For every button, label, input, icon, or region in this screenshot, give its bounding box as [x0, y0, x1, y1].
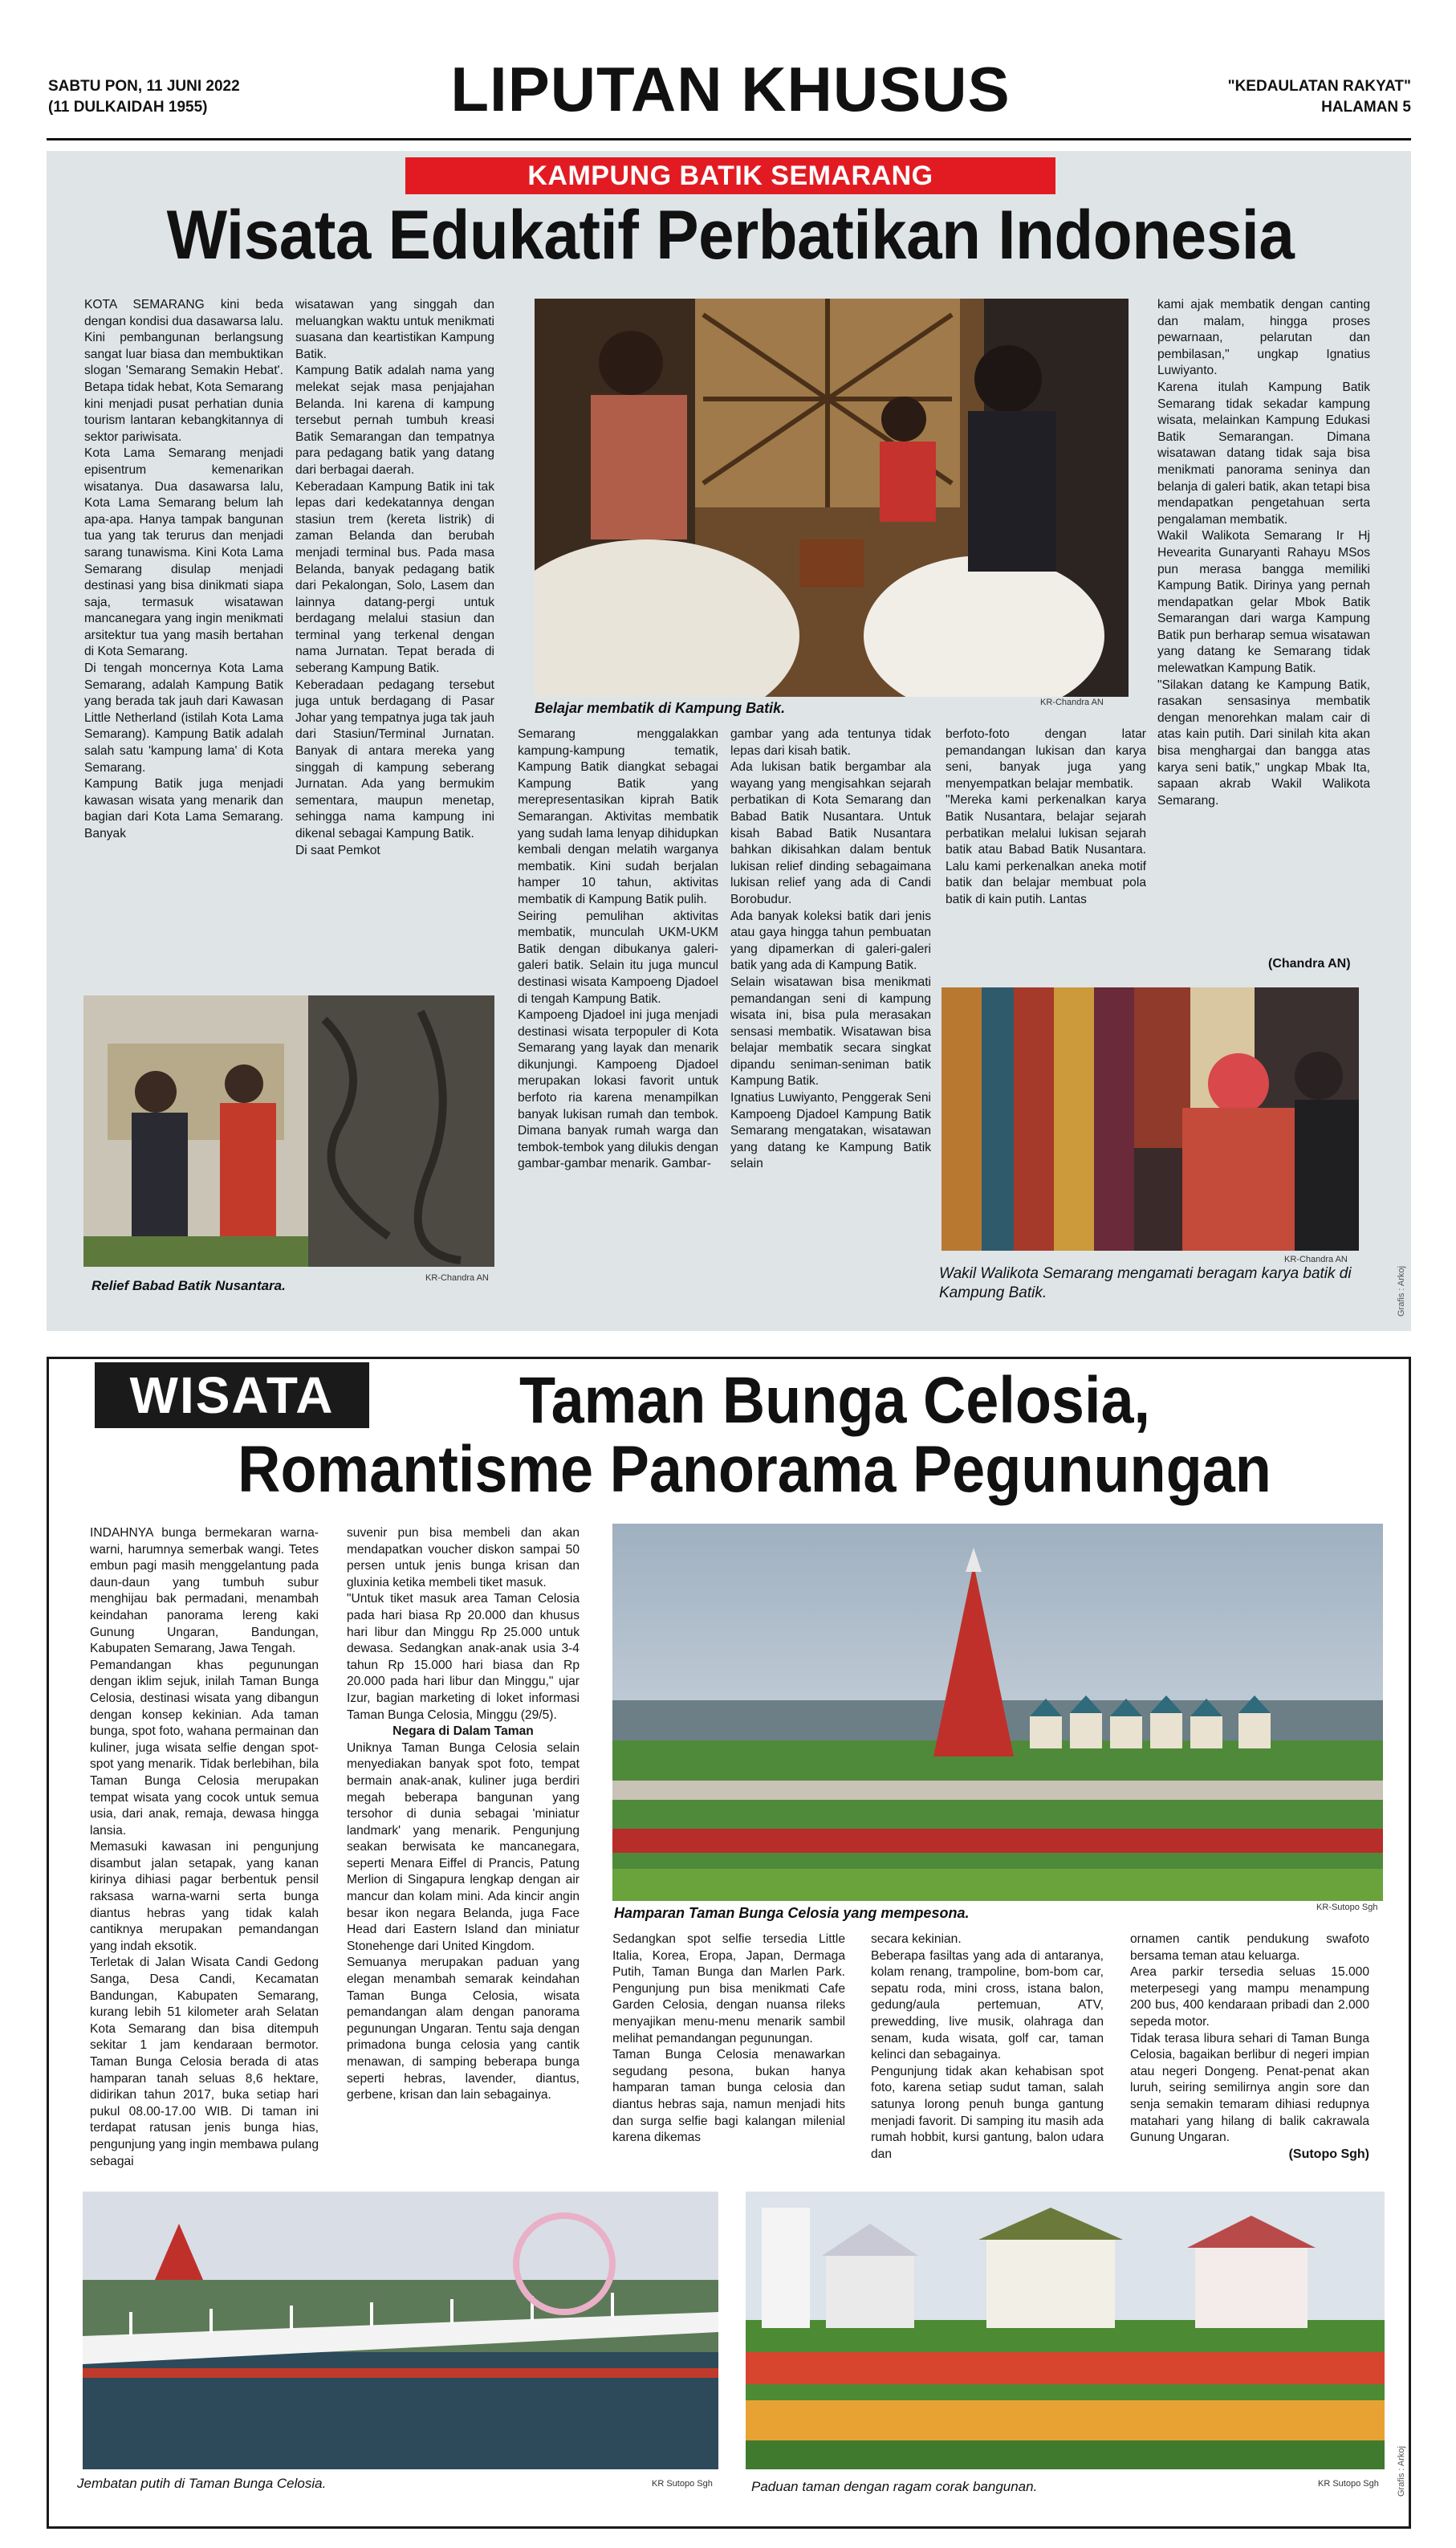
article-column: kami ajak membatik dengan canting dan malam, hingga proses pewarnaan, pelarutan dan pembilasan," ungkap Ignatius Luwiyanto. Karena itulah Kampung Batik Semarang tidak sekadar kampung wisata, melainkan Kampung Edukasi Batik Semarangan. Dimana wisatawan datang tidak saja bisa menikmati panorama seninya dan belanja di galeri batik, akan tetapi bisa mendapatkan pengetahuan serta pengalaman membatik. Wakil Walikota Semarang Ir Hj Hevearita Gunaryanti Rahayu MSos pun merasa bangga memiliki Kampung Batik. Dirinya yang pernah mendapatkan gelar Mbok Batik Semarangan dari warga Kampung Batik pun berharap semua wisatawan yang datang ke Semarang tidak melewatkan Kampung Batik. "Silakan datang ke Kampung Batik, rasakan sensasinya membatik dengan menorehkan malam cair di atas kain putih. Dari sinilah kita akan bisa menghargai dan bangga atas karya seni batik," ungkap Mbak Ita, sapaan akrab Wakil Walikota Semarang. [1157, 298, 1370, 808]
photo-caption: Belajar membatik di Kampung Batik. [535, 700, 786, 716]
masthead-date-line2: (11 DULKAIDAH 1955) [48, 99, 208, 116]
article-kicker: KAMPUNG BATIK SEMARANG [405, 157, 1055, 194]
article-headline: Romantisme Panorama Pegunungan [238, 1433, 1271, 1506]
article-column [1130, 1931, 1369, 2204]
white-bridge-photo [83, 2192, 718, 2469]
photo-credit: KR Sutopo Sgh [1318, 2479, 1379, 2489]
article-byline: (Chandra AN) [1268, 957, 1351, 971]
article-paragraph: Uniknya Taman Bunga Celosia selain menyediakan banyak spot foto, tempat bermain anak-anak, kuliner juga berdiri megah beberapa bangunan yang tersohor di dunia sebagai 'miniatur landmark' yang menarik. Pengunjung seakan berwisata ke mancanegara, seperti Menara Eiffel di Prancis, Patung Merlion di Singapura lengkap dengan air mancur dan kolam mini. Ada kincir angin besar ikon negara Belanda, juga Face Head dari Eastern Island dan miniatur Stonehenge dari United Kingdom. Semuanya merupakan paduan yang elegan menambah semarak keindahan Taman Bunga Celosia, wisata pemandangan alam dengan panorama pegunungan Ungaran. Tentu saja dengan primadona bunga celosia yang cantik menawan, di samping beberapa bunga seperti hebras, lavender, diantus, gerbene, krisan dan lain sebagainya. [347, 1740, 580, 2102]
vice-mayor-photo [942, 987, 1359, 1251]
page-number: HALAMAN 5 [1321, 99, 1411, 116]
relief-photo [83, 995, 494, 1267]
graphic-credit: Grafis : Arkoj [1397, 1266, 1406, 1317]
batik-class-photo [535, 299, 1129, 697]
article-subhead: Negara di Dalam Taman [392, 1724, 534, 1739]
section-tag: WISATA [95, 1362, 369, 1428]
masthead-paper [1092, 76, 1411, 118]
article-headline: Wisata Edukatif Perbatikan Indonesia [166, 197, 1295, 274]
article-column: Semarang menggalakkan kampung-kampung tematik, Kampung Batik diangkat sebagai Kampung Batik yang merepresentasikan kiprah Batik Semarangan. Aktivitas membatik yang sudah lama lenyap dihidupkan kembali dengan melatih warganya membatik. Kini sudah berjalan hamper 10 tahun, aktivitas membatik di Kampung Batik pulih. Seiring pemulihan aktivitas membatik, munculah UKM-UKM Batik dengan dibukanya galeri-galeri batik. Selain itu juga muncul destinasi wisata Kampoeng Djadoel di tengah Kampung Batik. Kampoeng Djadoel ini juga menjadi destinasi wisata terpopuler di Kota Semarang yang layak dan menarik dikunjungi. Kampoeng Djadoel merupakan lokasi favorit untuk berfoto ria karena menampilkan banyak lukisan rumah dan tembok. Dimana banyak rumah warga dan tembok-tembok yang dilukis dengan gambar-gambar menarik. Gambar- [518, 727, 718, 1171]
photo-credit: KR-Chandra AN [425, 1273, 489, 1283]
article-column: berfoto-foto dengan latar pemandangan lukisan dan karya seni, banyak juga yang menyempatkan belajar membatik. "Mereka kami perkenalkan karya Batik Nusantara, belajar sejarah perbatikan melalui lukisan sejarah batik atau Babad Batik Nusantara. Lalu kami perkenalkan aneka motif batik dan belajar membuat pola batik di kain putih. Lantas [946, 727, 1146, 906]
article-paragraph: suvenir pun bisa membeli dan akan mendapatkan voucher diskon sampai 50 persen untuk jenis bunga krisan dan gluxinia ketika membeli tiket masuk. "Untuk tiket masuk area Taman Celosia pada hari biasa Rp 20.000 dan khusus hari libur dan Minggu Rp 25.000 untuk dewasa. Sedangkan anak-anak usia 3-4 tahun Rp 15.000 hari biasa dan Rp 20.000 pada hari libur dan Minggu," ujar Izur, bagian marketing di loket informasi Taman Bunga Celosia, Minggu (29/5). [347, 1526, 580, 1722]
article-column [347, 1525, 580, 2192]
article-byline: (Sutopo Sgh) [1288, 2147, 1369, 2161]
article-column: KOTA SEMARANG kini beda dengan kondisi dua dasawarsa lalu. Kini pembangunan berlangsung sangat luar biasa dan membuktikan slogan 'Semarang Semakin Hebat'. Betapa tidak hebat, Kota Semarang kini menjadi pusat perhatian dunia tourism lantaran kebangkitannya di sektor pariwisata. Kota Lama Semarang menjadi episentrum kemenarikan wisatanya. Dua dasawarsa lalu, Kota Lama Semarang belum lah apa-apa. Hanya tampak bangunan tua yang tak terurus dan menjadi sarang tunawisma. Kini Kota Lama Semarang disulap menjadi destinasi yang bisa dinikmati siapa saja, termasuk wisatawan mancanegara yang ingin menikmati arsitektur tua yang masih bertahan di Kota Semarang. Di tengah moncernya Kota Lama Semarang, adalah Kampung Batik yang berada tak jauh dari Kawasan Little Netherland (istilah Kota Lama Semarang). Kampung Batik adalah salah satu 'kampung lama' di Kota Semarang. Kampung Batik juga menjadi kawasan wisata yang menarik dan bagian dari Kota Lama Semarang. Banyak [84, 298, 283, 841]
masthead-date [48, 76, 385, 118]
photo-caption: Jembatan putih di Taman Bunga Celosia. [77, 2476, 327, 2491]
paper-name: "KEDAULATAN RAKYAT" [1227, 78, 1411, 95]
article-column: wisatawan yang singgah dan meluangkan waktu untuk menikmati suasana dan keartistikan Kampung Batik. Kampung Batik adalah nama yang melekat sejak masa penjajahan Belanda. Ini karena di kampung tersebut pernah tumbuh kreasi Batik Semarangan dan tempatnya para pedagang batik yang datang dari berbagai daerah. Keberadaan Kampung Batik ini tak lepas dari kedekatannya dengan stasiun trem (kereta listrik) di zaman Belanda dan berubah menjadi terminal bus. Pada masa Belanda, banyak pedagang batik dari Pekalongan, Solo, Lasem dan lainnya datang-pergi untuk berdagang melalui stasiun dan terminal yang terkenal dengan nama Jurnatan. Tepat berada di seberang Kampung Batik. Keberadaan pedagang tersebut juga untuk berdagang di Pasar Johar yang tempatnya juga tak jauh dari Stasiun/Terminal Jurnatan. Banyak di antara mereka yang singgah di kampung seberang Jurnatan. Ada yang bermukim sementara, maupun menetap, sehingga nama kampung ini dikenal sebagai Kampung Batik. Di saat Pemkot [295, 298, 494, 857]
article-paragraph: ornamen cantik pendukung swafoto bersama teman atau keluarga. Area parkir tersedia seluas 15.000 meterpesegi yang mampu menampung 200 bus, 400 kendaraan pribadi dan 2.000 sepeda motor. Tidak terasa libura sehari di Taman Bunga Celosia, bagaikan berlibur di negeri impian atau negeri Dongeng. Penat-penat akan luruh, seiring semilirnya angin sore dan senja semakin temaram dihiasi redupnya matahari yang hilang di balik cakrawala Gunung Ungaran. [1130, 1932, 1369, 2145]
article-column: Sedangkan spot selfie tersedia Little Italia, Korea, Eropa, Japan, Dermaga Putih, Taman Bunga dan Marlen Park. Pengunjung pun bisa menikmati Cafe Garden Celosia, dengan nuansa rileks menyajikan menu-menu menarik sambil melihat pemandangan pegunungan. Taman Bunga Celosia menawarkan segudang pesona, bukan hanya hamparan taman bunga celosia dan diantus hebras saja, namun menjadi hits dan surga selfie bagi kalangan milenial karena dikemas [612, 1932, 845, 2145]
photo-credit: KR-Chandra AN [1040, 698, 1104, 707]
photo-caption: Wakil Walikota Semarang mengamati beragam karya batik di Kampung Batik. [939, 1265, 1352, 1301]
garden-buildings-photo [746, 2192, 1385, 2469]
article-headline: Taman Bunga Celosia, [519, 1364, 1151, 1437]
photo-caption: Paduan taman dengan ragam corak bangunan. [751, 2479, 1038, 2494]
section-title: LIPUTAN KHUSUS [450, 54, 1011, 124]
article-column: secara kekinian. Beberapa fasiltas yang ada di antaranya, kolam renang, trampoline, bom-bom car, sepatu roda, mini cross, istana balon, gedung/aula pertemuan, ATV, prewedding, live musik, olahraga dan senam, kuda wisata, golf car, taman kelinci dan sebagainya. Pengunjung tidak akan kehabisan spot foto, karena setiap sudut taman, salah satunya lorong penuh bunga gantung menjadi favorit. Di samping itu masih ada rumah hobbit, kursi gantung, balon udara dan [871, 1932, 1104, 2161]
masthead-rule [47, 138, 1411, 140]
celosia-panorama-photo [612, 1524, 1383, 1901]
photo-credit: KR Sutopo Sgh [652, 2479, 713, 2489]
article-column: INDAHNYA bunga bermekaran warna-warni, harumnya semerbak wangi. Tetes embun pagi masih menggelantung pada daun-daun yang tumbuh subur menghijau bak permadani, menambah keindahan panorama lereng kaki Gunung Ungaran, Bandungan, Kabupaten Semarang, Jawa Tengah. Pemandangan khas pegunungan dengan iklim sejuk, inilah Taman Bunga Celosia, destinasi wisata yang dibangun dengan konsep kekinian. Ada taman bunga, spot foto, wahana permainan dan kuliner, juga wisata selfie dengan spot-spot yang menarik. Tidak berlebihan, bila Taman Bunga Celosia merupakan tempat wisata yang cocok untuk semua usia, dari anak, remaja, dewasa hingga lansia. Memasuki kawasan ini pengunjung disambut jalan setapak, yang kanan kirinya dihiasi pagar berbentuk pensil raksasa warna-warni serta bunga diantus hebras yang tidak kalah cantiknya merupakan pemandangan yang indah eksotik. Terletak di Jalan Wisata Candi Gedong Sanga, Desa Candi, Kecamatan Bandungan, Kabupaten Semarang, kurang lebih 51 kilometer arah Selatan Kota Semarang dan bisa ditempuh sekitar 1 jam kendaraan bermotor. Taman Bunga Celosia berada di atas hamparan tanah seluas 8,6 hektare, didirikan tahun 2017, buka setiap hari pukul 08.00-17.00 WIB. Di taman ini terdapat ratusan jenis bunga hias, pengunjung yang ingin membawa pulang sebagai [90, 1526, 319, 2168]
photo-caption: Hamparan Taman Bunga Celosia yang mempesona. [614, 1905, 970, 1921]
masthead-date-line1: SABTU PON, 11 JUNI 2022 [48, 78, 240, 95]
photo-caption: Relief Babad Batik Nusantara. [92, 1278, 286, 1293]
photo-credit: KR-Sutopo Sgh [1316, 1903, 1378, 1912]
article-column: gambar yang ada tentunya tidak lepas dari kisah batik. Ada lukisan batik bergambar ala wayang yang mengisahkan sejarah perbatikan di Kota Semarang dan Babad Batik Nusantara. Untuk kisah Babad Batik Nusantara bahkan dikisahkan dalam bentuk lukisan relief dinding sebagaimana lukisan relief yang ada di Candi Borobudur. Ada banyak koleksi batik dari jenis atau gaya hingga tahun pembuatan yang dipamerkan di galeri-galeri batik yang ada di Kampung Batik. Selain wisatawan bisa menikmati pemandangan seni di kampung wisata ini, bisa pula merasakan sensasi membatik. Wisatawan bisa belajar membatik secara singkat dipandu seniman-seniman batik Kampung Batik. Ignatius Luwiyanto, Penggerak Seni Kampoeng Djadoel Kampung Batik Semarang mengatakan, wisatawan yang datang ke Kampung Batik selain [730, 727, 931, 1171]
graphic-credit: Grafis : Arkoj [1397, 2446, 1406, 2497]
photo-credit: KR-Chandra AN [1284, 1255, 1348, 1264]
